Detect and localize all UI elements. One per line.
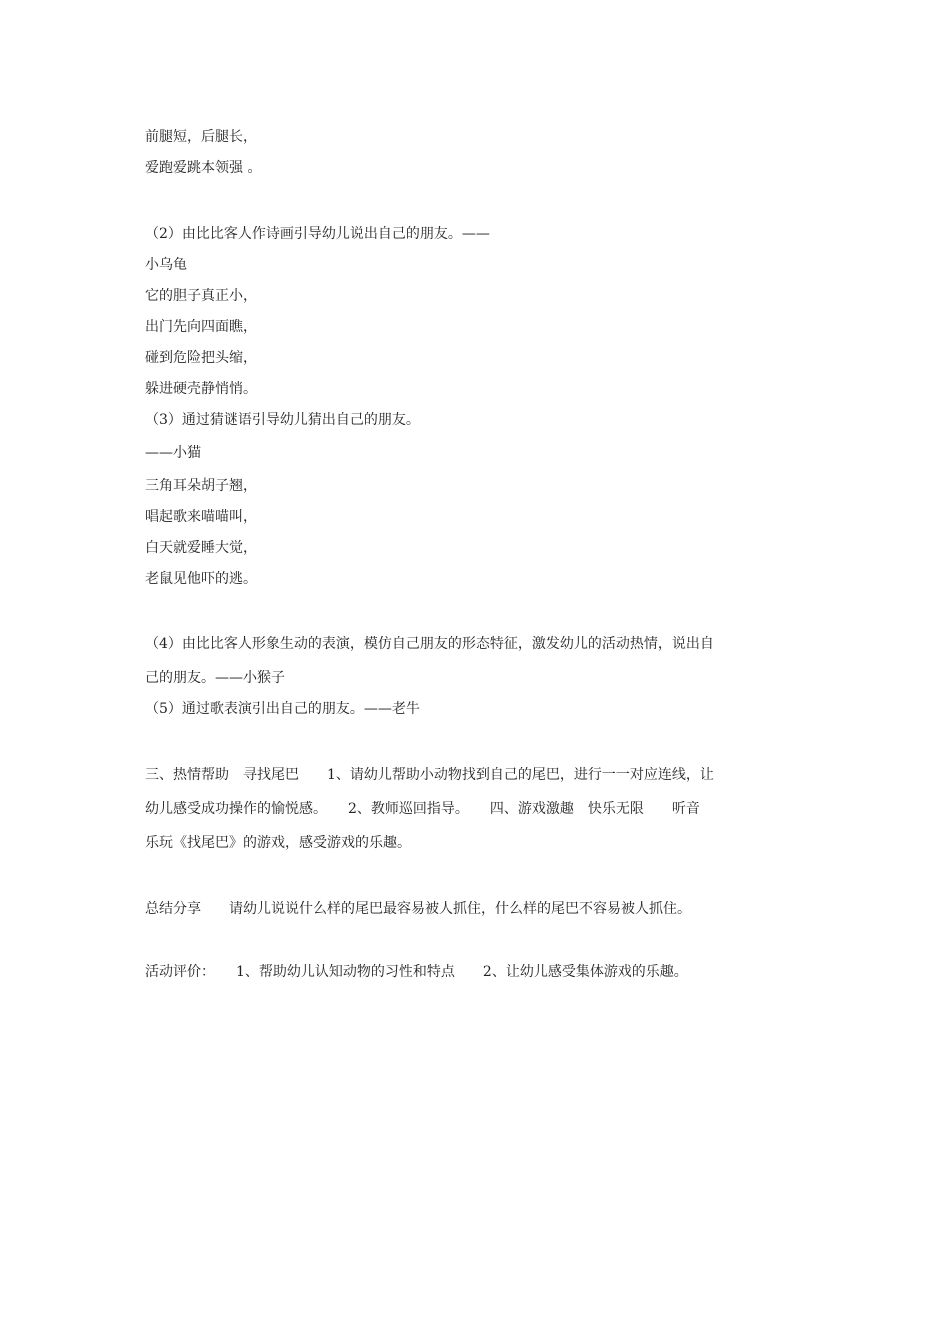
step-heading: （4）由比比客人形象生动的表演，模仿自己朋友的形态特征，激发幼儿的活动热情，说出自 (145, 636, 714, 652)
poem-line: 前腿短，后腿长， (145, 129, 257, 145)
poem-line: 老鼠见他吓的逃。 (145, 571, 257, 587)
section-paragraph-line: 幼儿感受成功操作的愉悦感。 2、教师巡回指导。 四、游戏激趣 快乐无限 听音 (145, 801, 700, 817)
evaluation-paragraph: 活动评价： 1、帮助幼儿认知动物的习性和特点 2、让幼儿感受集体游戏的乐趣。 (145, 964, 688, 980)
step-heading: （2）由比比客人作诗画引导幼儿说出自己的朋友。—— (145, 226, 490, 242)
answer-line: 小乌龟 (145, 257, 187, 273)
poem-line: 唱起歌来喵喵叫， (145, 509, 257, 525)
poem-line: 白天就爱睡大觉， (145, 540, 257, 556)
step-heading: （5）通过歌表演引出自己的朋友。——老牛 (145, 701, 420, 717)
poem-line: 碰到危险把头缩， (145, 350, 257, 366)
section-paragraph-line: 三、热情帮助 寻找尾巴 1、请幼儿帮助小动物找到自己的尾巴，进行一一对应连线，让 (145, 767, 714, 783)
poem-line: 它的胆子真正小， (145, 288, 257, 304)
step-heading: （3）通过猜谜语引导幼儿猜出自己的朋友。 (145, 412, 420, 428)
poem-line: 爱跑爱跳本领强 。 (145, 160, 262, 176)
section-paragraph-line: 乐玩《找尾巴》的游戏，感受游戏的乐趣。 (145, 835, 411, 851)
poem-line: 三角耳朵胡子翘， (145, 478, 257, 494)
poem-line: 躲进硬壳静悄悄。 (145, 381, 257, 397)
answer-line: ——小猫 (145, 445, 201, 461)
poem-line: 出门先向四面瞧， (145, 319, 257, 335)
paragraph-line: 己的朋友。——小猴子 (145, 670, 285, 686)
summary-paragraph: 总结分享 请幼儿说说什么样的尾巴最容易被人抓住，什么样的尾巴不容易被人抓住。 (145, 901, 691, 917)
